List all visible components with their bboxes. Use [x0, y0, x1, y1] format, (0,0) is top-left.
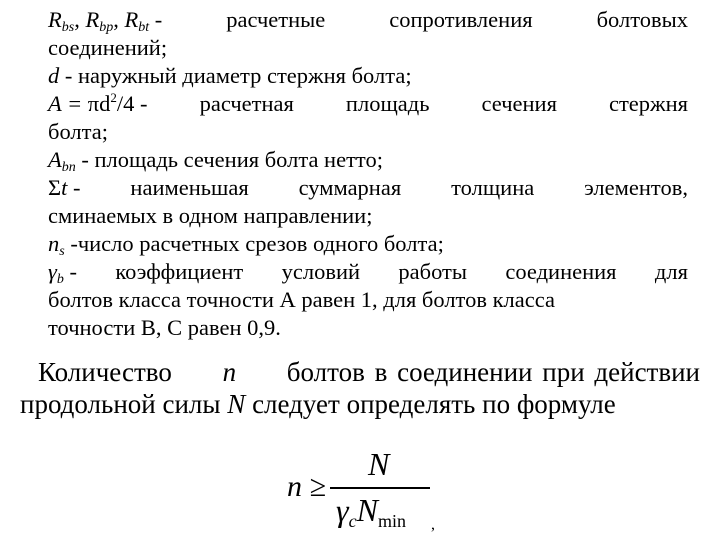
word: работы	[398, 259, 467, 284]
N-symbol: N	[227, 389, 246, 419]
abn-symbol: A	[48, 147, 62, 172]
gb-symbol: $\gamma_b$ -	[48, 259, 77, 287]
word: сечения	[481, 91, 557, 116]
def-gb-line3	[48, 314, 688, 342]
a-formula: $A = \pi d^2/4$ -	[48, 90, 148, 116]
paragraph-line2	[20, 388, 616, 420]
d-symbol: d	[48, 63, 60, 88]
text: сминаемых в одном направлении;	[48, 203, 373, 228]
word: суммарная	[298, 175, 402, 200]
fraction-bar	[330, 487, 430, 489]
formula-lhs: n ≥	[287, 470, 326, 503]
def-gb-line2	[48, 286, 688, 314]
word: болтовых	[596, 7, 688, 32]
sum-symbol: Σt -	[48, 175, 81, 200]
def-rbs-line2	[48, 34, 688, 62]
n-symbol: n	[222, 357, 237, 387]
formula-numerator: N	[368, 446, 390, 482]
def-a-line2	[48, 118, 688, 146]
text: - площадь сечения болта нетто;	[81, 147, 383, 172]
def-a-line	[48, 90, 688, 118]
word: условий	[281, 259, 361, 284]
text: болта;	[48, 119, 108, 144]
word: расчетная	[199, 91, 294, 116]
word: коэффициент	[115, 259, 244, 284]
formula-denominator: $\gamma_cN_{min}$	[336, 492, 406, 531]
text: -число расчетных срезов одного болта;	[70, 231, 444, 256]
ns-symbol: n	[48, 231, 60, 256]
text: следует определять по формуле	[252, 389, 616, 419]
rbs-symbols: $R_{bs}$, $R_{bp}$, $R_{bt}$ -	[48, 7, 163, 35]
text: точности В, С равен 0,9.	[48, 315, 281, 340]
def-sum-line2	[48, 202, 688, 230]
word: площадь	[345, 91, 430, 116]
def-rbs-line	[48, 6, 688, 34]
word: расчетные	[226, 7, 326, 32]
word: наименьшая	[130, 175, 249, 200]
formula-comma: ,	[431, 516, 435, 533]
word: толщина	[451, 175, 535, 200]
text: - наружный диаметр стержня болта;	[64, 63, 412, 88]
text: болтов класса точности А равен 1, для болтов класса	[48, 287, 555, 312]
def-d-line	[48, 62, 688, 90]
text: болтов в соединении при действии	[286, 357, 700, 387]
word: элементов,	[584, 175, 688, 200]
paragraph-line1	[38, 356, 700, 388]
def-gb-line	[48, 258, 688, 286]
word: соединения	[505, 259, 617, 284]
text: продольной силы	[20, 389, 221, 419]
word: стержня	[608, 91, 688, 116]
def-ns-line: $n_s$ -число расчетных срезов одного болта;	[48, 231, 444, 259]
def-abn-line: $A_{bn}$ - площадь сечения болта нетто;	[48, 147, 383, 175]
word: для	[654, 259, 688, 284]
text: соединений;	[48, 35, 168, 60]
text: Количество	[38, 357, 172, 387]
word: сопротивления	[389, 7, 533, 32]
def-sum-line	[48, 174, 688, 202]
